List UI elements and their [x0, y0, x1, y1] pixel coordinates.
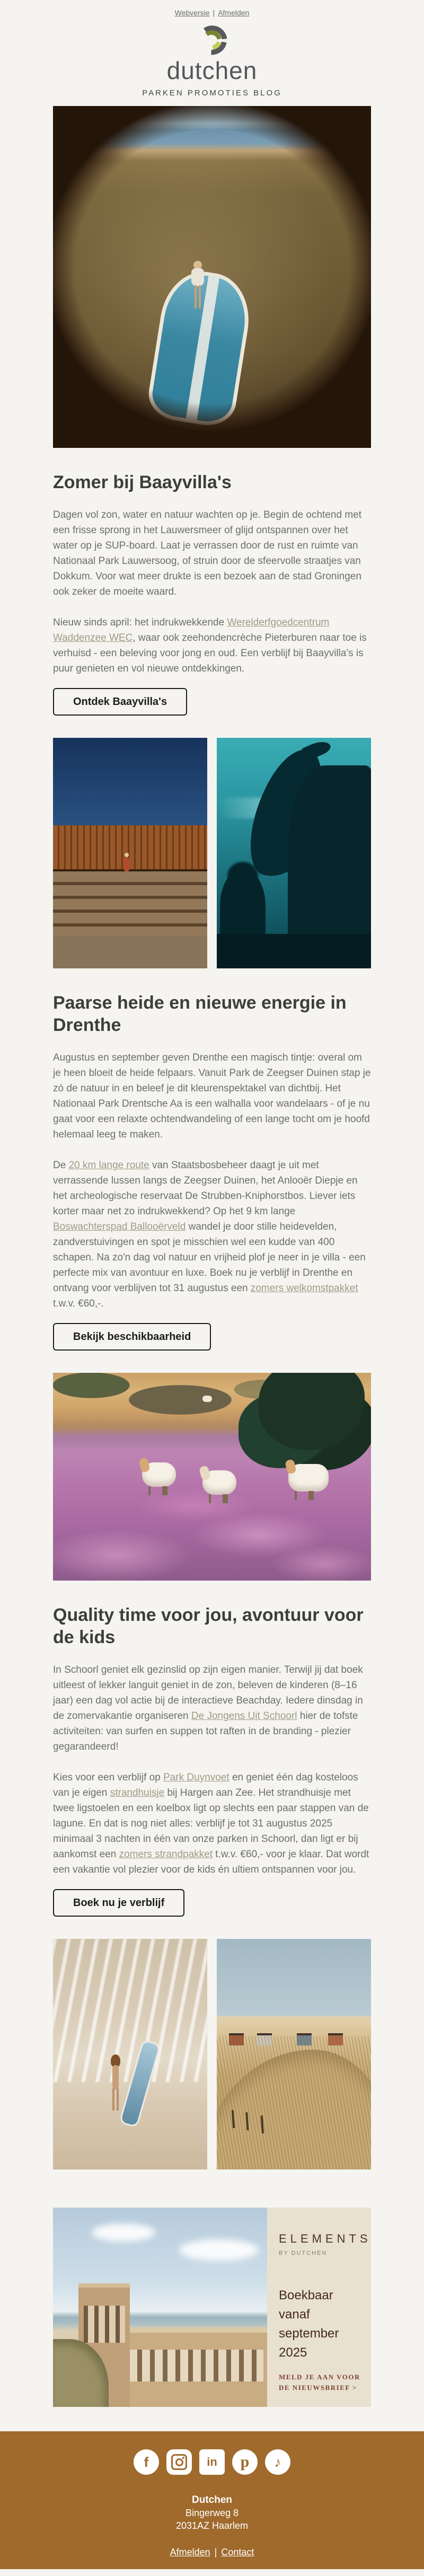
dutchen-logo[interactable]: [0, 23, 424, 56]
text-segment: Kies voor een verblijf op: [53, 1772, 164, 1783]
tiktok-icon[interactable]: ♪: [265, 2449, 290, 2475]
distant-sheep-shape: [202, 1396, 212, 1402]
elements-text-panel: [267, 2208, 371, 2407]
aquarium-sill-shape: [217, 934, 371, 968]
elements-wordmark: ELEMENTS: [279, 2232, 372, 2245]
paragraph: [53, 615, 371, 676]
header-links-separator: |: [213, 8, 215, 17]
instagram-lens-shape: [175, 2458, 183, 2466]
inline-text-link[interactable]: Werelderfgoedcentrum Waddenzee WEC: [53, 617, 330, 643]
paragraph: [53, 1662, 371, 1754]
wec-child-figure: [124, 858, 129, 871]
dunes-beach-houses-image[interactable]: [217, 1939, 371, 2169]
text-segment: In Schoorl geniet elk gezinslid op zijn eigen manier. Terwijl jij dat boek uitleest of lekker languit geniet in de zon, beleven de kinderen (8–16 jaar) een dag vol actie bij de interactieve Beachday. Iedere dinsdag in de zomervakantie organiseren: [53, 1664, 363, 1722]
text-segment: Augustus en september geven Drenthe een magisch tintje: overal om je heen bloeit de heide felpaars. Vanuit Park de Zeegser Duinen stap je zó de natuur in en beleef je dit kleurenspektakel van dichtbij. Het Nationaal Park Drentsche Aa is een walhalla voor wandelaars - of je nu gaat voor een relaxte ochtendwandeling of een lange tocht om je hoofd helemaal leeg te maken.: [53, 1052, 371, 1140]
brand-wordmark: dutchen: [166, 57, 258, 84]
section-heading-schoorl: Quality time voor jou, avontuur voor de kids: [53, 1605, 364, 1647]
cloud-shape: [92, 2224, 155, 2242]
wec-building-image[interactable]: [53, 738, 207, 968]
inline-text-link[interactable]: 20 km lange route: [68, 1160, 149, 1171]
footer-address-line2: 2031AZ Haarlem: [175, 2520, 249, 2531]
wec-slats-shape: [53, 825, 207, 871]
cloud-shape: [179, 2239, 259, 2261]
sheep-legs-shape: [148, 1486, 167, 1495]
elements-subbrand: BY DUTCHEN: [279, 2250, 328, 2256]
sheep-legs-shape: [209, 1494, 228, 1503]
heather-sheep-image[interactable]: [53, 1373, 371, 1581]
text-segment: , waar ook zeehondencrèche Pieterburen naar toe is verhuisd - een beleving voor jong en oud. Een verblijf bij Baayvilla's is puur genieten en vol nieuwe ontdekkingen.: [53, 632, 367, 674]
seal-aquarium-image[interactable]: [217, 738, 371, 968]
brand-tagline: PARKEN PROMOTIES BLOG: [142, 89, 282, 98]
dune-grass-shape: [217, 2036, 371, 2169]
inline-text-link[interactable]: Park Duynvoet: [163, 1772, 229, 1783]
surf-foam-shape: [53, 1939, 207, 2082]
child-dress-shape: [191, 268, 204, 286]
inline-text-link[interactable]: zomers strandpakket: [119, 1849, 213, 1860]
paragraph: [53, 1770, 371, 1877]
footer-links-separator: |: [214, 2547, 217, 2557]
pinterest-icon[interactable]: p: [232, 2449, 258, 2475]
header-links: [0, 0, 424, 17]
text-segment: wandel je door stille heidevelden, zandverstuivingen en spot je misschien wel een kudde van 400 schapen. Na zo'n dag vol natuur en vrijheid plof je neer in je villa - een perfecte mix van avontuur en luxe. Boek nu je verblijf in Drenthe en ontvang voor verblijven tot 31 augustus een: [53, 1221, 366, 1294]
text-segment: van Staatsbosbeheer daagt je uit met verrassende lussen langs de Zeegser Duinen, het Anlooër Diepje en het archeologische reservaat De Strubben-Kniphorstbos. Liever iets korter maar net zo indrukwekkend? Op het 9 km lange: [53, 1160, 358, 1217]
surf-girl-figure: [109, 2054, 122, 2113]
text-segment: t.w.v. €60,- voor je klaar. Dat wordt een vakantie vol plezier voor de kids én ultiem ontspannen voor jou.: [53, 1849, 369, 1875]
image-row-schoorl: [53, 1939, 371, 2169]
sup-board-shape: [145, 266, 256, 429]
wec-ground-shape: [53, 936, 207, 968]
sheep-figure: [202, 1470, 236, 1495]
elements-building-photo: [53, 2208, 267, 2407]
footer: [0, 2431, 424, 2569]
bekijk-beschikbaarheid-button[interactable]: Bekijk beschikbaarheid: [53, 1323, 211, 1351]
sheep-figure: [142, 1462, 176, 1487]
hero-image-sup-porthole[interactable]: [53, 106, 371, 448]
section-heading-drenthe: Paarse heide en nieuwe energie in Drenthe: [53, 993, 347, 1035]
text-segment: t.w.v. €60,-.: [53, 1298, 104, 1309]
text-segment: Dagen vol zon, water en natuur wachten op je. Begin de ochtend met een frisse sprong in het Lauwersmeer of glijd ontspannen over het water op je SUP-board. Laat je verrassen door de rust en ruimte van Nationaal Park Lauwersoog, of struin door de sfeervolle straatjes van Dokkum. Voor wat meer drukte is een bezoek aan de stad Groningen ook zeker de moeite waard.: [53, 509, 361, 597]
child-legs-shape: [195, 285, 201, 308]
child-figure: [190, 261, 206, 312]
afmelden-link[interactable]: Afmelden: [218, 8, 250, 17]
footer-company-name: Dutchen: [192, 2494, 232, 2506]
text-segment: hier de tofste activiteiten: van surfen en suppen tot raften in de branding - plezier gegarandeerd!: [53, 1710, 358, 1752]
ontdek-baayvillas-button[interactable]: Ontdek Baayvilla's: [53, 688, 187, 716]
elements-promo-banner[interactable]: [53, 2208, 371, 2407]
paragraph: [53, 507, 371, 599]
girl-body-shape: [112, 2065, 119, 2089]
boek-nu-je-verblijf-button[interactable]: Boek nu je verblijf: [53, 1889, 184, 1917]
linkedin-icon[interactable]: in: [199, 2449, 225, 2475]
newsletter-cta-link[interactable]: MELD JE AAN VOOR DE NIEUWSBRIEF >: [279, 2373, 360, 2392]
text-segment: Nieuw sinds april: het indrukwekkende: [53, 617, 227, 628]
sheep-legs-shape: [295, 1491, 314, 1500]
webversie-link[interactable]: Webversie: [174, 8, 210, 17]
text-segment: De: [53, 1160, 69, 1171]
child-head-shape: [193, 261, 202, 269]
paragraph: [53, 1050, 371, 1142]
surf-girl-image[interactable]: [53, 1939, 207, 2169]
inline-text-link[interactable]: Boswachterspad Ballooërveld: [53, 1221, 186, 1232]
text-segment: en geniet één dag kosteloos van je eigen: [53, 1772, 358, 1798]
image-row-baayvillas: [53, 738, 371, 968]
sup-board-stripe: [186, 276, 220, 420]
footer-links: [0, 2546, 424, 2559]
footer-contact-link[interactable]: Contact: [221, 2547, 254, 2557]
instagram-flash-shape: [182, 2457, 184, 2459]
text-segment: bij Hargen aan Zee. Het strandhuisje met twee ligstoelen en een koelbox ligt op slechts een paar stappen van de lagune. En dat is nog niet alles: verblijf je tot 31 augustus 2025 minimaal 3 nachten in één van onze parken in Schoorl, dan ligt er bij aankomst een: [53, 1787, 369, 1860]
footer-afmelden-link[interactable]: Afmelden: [170, 2547, 210, 2557]
elements-booking-text: Boekbaar vanaf september 2025: [279, 2288, 339, 2360]
inline-text-link[interactable]: De Jongens Uit Schoorl: [191, 1710, 297, 1722]
instagram-icon[interactable]: [166, 2449, 192, 2475]
inline-text-link[interactable]: strandhuisje: [110, 1787, 165, 1798]
footer-address-line1: Bingerweg 8: [185, 2508, 239, 2518]
social-icons-row: [0, 2449, 424, 2475]
facebook-icon[interactable]: f: [134, 2449, 159, 2475]
section-heading-baayvillas: Zomer bij Baayvilla's: [53, 472, 232, 492]
sheep-figure: [288, 1464, 329, 1492]
tower-windows-shape: [84, 2306, 125, 2343]
paragraph: [53, 1158, 371, 1311]
instagram-frame-shape: [171, 2454, 187, 2470]
girl-legs-shape: [112, 2088, 119, 2111]
inline-text-link[interactable]: zomers welkomstpakket: [250, 1283, 358, 1294]
